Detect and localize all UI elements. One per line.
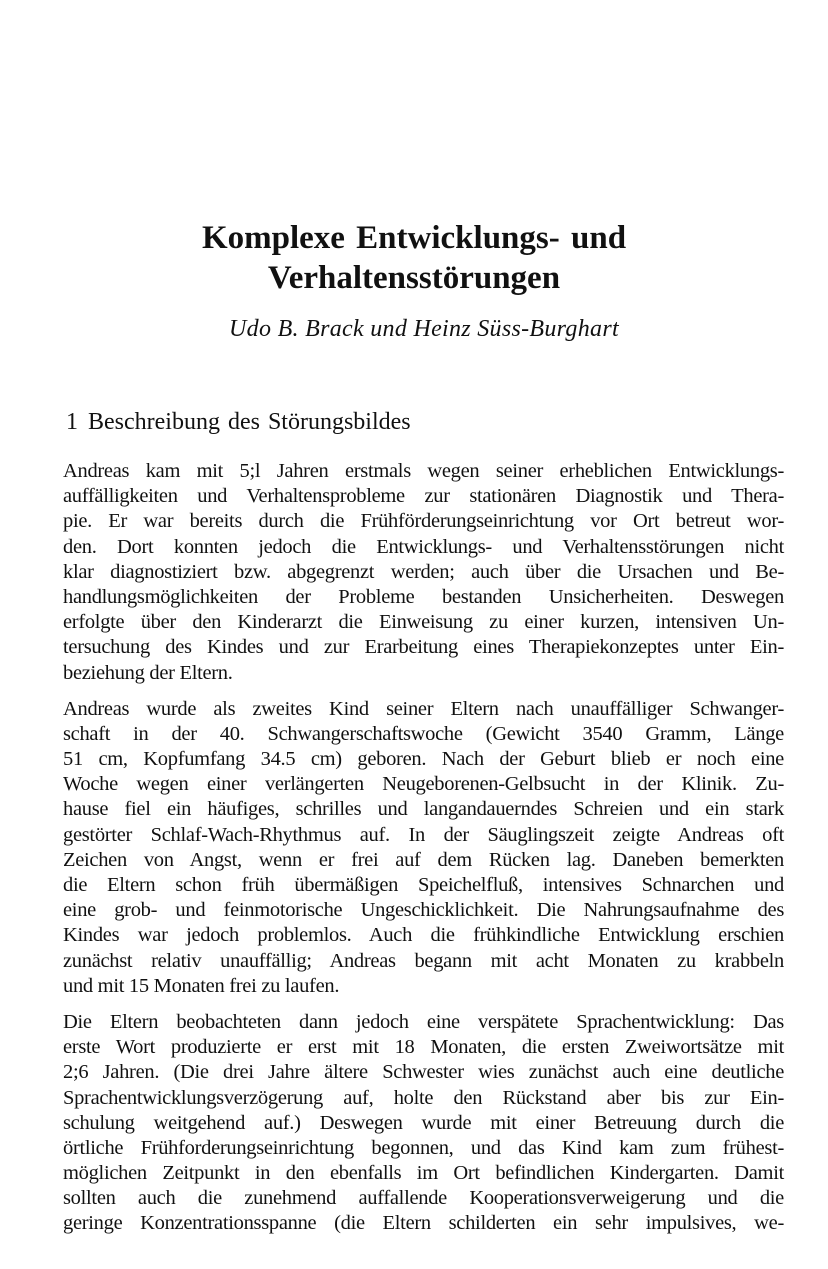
text-line: erfolgte über den Kinderarzt die Einweisung zu einer kurzen, intensiven Un- <box>63 611 784 634</box>
text-line: geringe Konzentrationsspanne (die Eltern schilderten ein sehr impulsives, we- <box>63 1212 784 1235</box>
text-line: Sprachentwicklungsverzögerung auf, holte den Rückstand aber bis zur Ein- <box>63 1086 784 1109</box>
text-line: und mit 15 Monaten frei zu laufen. <box>63 974 340 997</box>
text-line: pie. Er war bereits durch die Frühförderungseinrichtung vor Ort betreut wor- <box>63 510 784 533</box>
text-line: Die Eltern beobachteten dann jedoch eine verspätete Sprachentwicklung: Das <box>63 1010 784 1033</box>
text-line: Woche wegen einer verlängerten Neugeborenen-Gelbsucht in der Klinik. Zu- <box>63 773 784 796</box>
chapter-title-line-1: Komplexe Entwicklungs- und <box>201 220 627 256</box>
text-line: die Eltern schon früh übermäßigen Speichelfluß, intensives Schnarchen und <box>63 874 784 896</box>
text-line: 51 cm, Kopfumfang 34.5 cm) geboren. Nach der Geburt blieb er noch eine <box>63 748 784 771</box>
text-line: klar diagnostiziert bzw. abgegrenzt werden; auch über die Ursachen und Be- <box>63 560 784 583</box>
text-line: zunächst relativ unauffällig; Andreas begann mit acht Monaten zu krabbeln <box>63 949 784 972</box>
text-line: handlungsmöglichkeiten der Probleme bestanden Unsicherheiten. Deswegen <box>63 585 784 608</box>
section-title: Beschreibung des Störungsbildes <box>88 409 411 435</box>
author-names: Udo B. Brack und Heinz Süss-Burghart <box>229 316 619 342</box>
text-line: 2;6 Jahren. (Die drei Jahre ältere Schwester wies zunächst auch eine deutliche <box>63 1061 784 1084</box>
text-line: eine grob- und feinmotorische Ungeschicklichkeit. Die Nahrungsaufnahme des <box>63 899 784 922</box>
text-line: Zeichen von Angst, wenn er frei auf dem Rücken lag. Daneben bemerkten <box>63 848 784 871</box>
text-line: beziehung der Eltern. <box>63 661 233 684</box>
text-line: möglichen Zeitpunkt in den ebenfalls im Ort befindlichen Kindergarten. Damit <box>63 1162 784 1185</box>
section-heading <box>66 406 411 438</box>
text-line: erste Wort produzierte er erst mit 18 Monaten, die ersten Zweiwortsätze mit <box>63 1036 784 1059</box>
text-line: Andreas kam mit 5;l Jahren erstmals wegen seiner erheblichen Entwicklungs- <box>63 460 784 482</box>
text-line: sollten auch die zunehmend auffallende Kooperationsverweigerung und die <box>63 1187 784 1210</box>
body-text <box>63 459 784 1248</box>
text-line: tersuchung des Kindes und zur Erarbeitung eines Therapiekonzeptes unter Ein- <box>63 636 784 659</box>
text-line: auffälligkeiten und Verhaltensprobleme zur stationären Diagnostik und Thera- <box>63 485 784 508</box>
chapter-title-line-2: Verhaltensstörungen <box>267 260 561 296</box>
text-line: gestörter Schlaf-Wach-Rhythmus auf. In der Säuglingszeit zeigte Andreas oft <box>63 823 784 846</box>
text-line: örtliche Frühforderungseinrichtung begonnen, und das Kind kam zum frühest- <box>63 1136 784 1159</box>
chapter-title <box>0 218 828 298</box>
text-line: schaft in der 40. Schwangerschaftswoche (Gewicht 3540 Gramm, Länge <box>63 722 784 745</box>
text-line: Kindes war jedoch problemlos. Auch die frühkindliche Entwicklung erschien <box>63 924 784 947</box>
paragraph <box>63 459 784 686</box>
paragraph <box>63 1010 784 1237</box>
section-number: 1 <box>66 409 78 435</box>
text-line: hause fiel ein häufiges, schrilles und langandauerndes Schreien und ein stark <box>63 798 784 821</box>
text-line: schulung weitgehend auf.) Deswegen wurde mit einer Betreuung durch die <box>63 1111 784 1134</box>
text-line: den. Dort konnten jedoch die Entwicklungs- und Verhaltensstörungen nicht <box>63 535 784 558</box>
text-line: Andreas wurde als zweites Kind seiner Eltern nach unauffälliger Schwanger- <box>63 697 784 720</box>
paragraph <box>63 697 784 999</box>
